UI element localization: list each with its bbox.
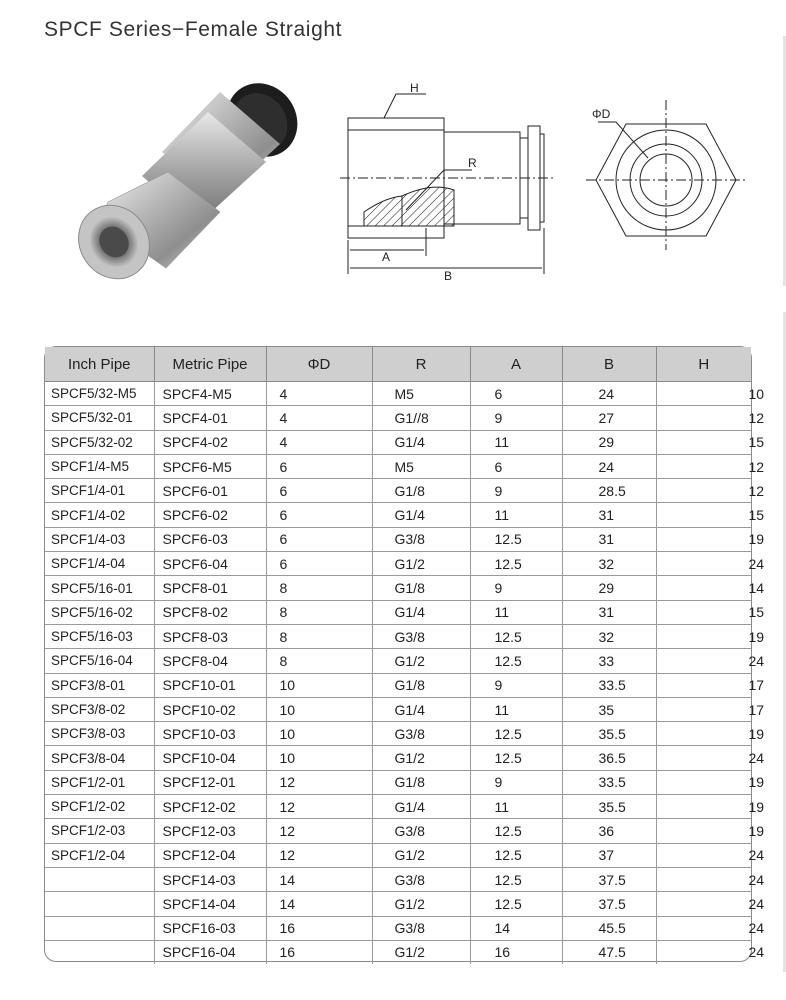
cell-b: 37.5 [562, 892, 656, 916]
section-drawing [336, 78, 576, 288]
cell-r: G1/2 [372, 746, 470, 770]
cell-inch-pipe: SPCF1/4-03 [45, 527, 154, 551]
cell-h: 17 [656, 697, 751, 721]
table-header-row [45, 347, 751, 382]
cell-d: 6 [266, 527, 372, 551]
cell-metric-pipe: SPCF12-03 [154, 819, 266, 843]
cell-a: 11 [470, 430, 562, 454]
cell-r: G1/2 [372, 649, 470, 673]
cell-b: 29 [562, 430, 656, 454]
cell-metric-pipe: SPCF8-02 [154, 600, 266, 624]
cell-metric-pipe: SPCF12-02 [154, 795, 266, 819]
cell-a: 9 [470, 479, 562, 503]
table-row [45, 867, 751, 891]
cell-b: 35.5 [562, 722, 656, 746]
cell-a: 12.5 [470, 649, 562, 673]
cell-b: 36.5 [562, 746, 656, 770]
cell-h: 19 [656, 795, 751, 819]
cell-inch-pipe: SPCF1/2-02 [45, 795, 154, 819]
cell-r: G1/4 [372, 600, 470, 624]
cell-b: 33.5 [562, 770, 656, 794]
cell-h: 19 [656, 624, 751, 648]
cell-inch-pipe: SPCF3/8-01 [45, 673, 154, 697]
cell-b: 35.5 [562, 795, 656, 819]
cell-inch-pipe: SPCF1/2-03 [45, 819, 154, 843]
cell-metric-pipe: SPCF10-03 [154, 722, 266, 746]
cell-inch-pipe: SPCF1/4-01 [45, 479, 154, 503]
cell-r: G1/4 [372, 430, 470, 454]
cell-h: 19 [656, 770, 751, 794]
cell-h: 24 [656, 916, 751, 940]
cell-h: 24 [656, 843, 751, 867]
table-row [45, 430, 751, 454]
cell-r: G1/2 [372, 552, 470, 576]
cell-metric-pipe: SPCF4-01 [154, 406, 266, 430]
cell-b: 33.5 [562, 673, 656, 697]
cell-inch-pipe: SPCF3/8-02 [45, 697, 154, 721]
cell-metric-pipe: SPCF10-02 [154, 697, 266, 721]
table-row [45, 673, 751, 697]
cell-d: 12 [266, 819, 372, 843]
cell-inch-pipe [45, 867, 154, 891]
end-view-drawing [586, 100, 756, 260]
cell-d: 12 [266, 770, 372, 794]
cell-metric-pipe: SPCF12-01 [154, 770, 266, 794]
cell-inch-pipe: SPCF5/32-01 [45, 406, 154, 430]
cell-h: 12 [656, 454, 751, 478]
cell-metric-pipe: SPCF6-02 [154, 503, 266, 527]
cell-b: 31 [562, 503, 656, 527]
cell-d: 6 [266, 552, 372, 576]
table-row [45, 503, 751, 527]
cell-d: 10 [266, 722, 372, 746]
table-row [45, 649, 751, 673]
cell-h: 19 [656, 527, 751, 551]
cell-metric-pipe: SPCF16-03 [154, 916, 266, 940]
cell-d: 4 [266, 430, 372, 454]
cell-b: 33 [562, 649, 656, 673]
cell-inch-pipe: SPCF1/4-M5 [45, 454, 154, 478]
cell-h: 24 [656, 746, 751, 770]
cell-r: G1//8 [372, 406, 470, 430]
cell-b: 27 [562, 406, 656, 430]
table-row [45, 746, 751, 770]
cell-a: 6 [470, 454, 562, 478]
cell-r: G3/8 [372, 916, 470, 940]
cell-b: 28.5 [562, 479, 656, 503]
cell-r: G3/8 [372, 819, 470, 843]
cell-inch-pipe: SPCF3/8-03 [45, 722, 154, 746]
cell-h: 17 [656, 673, 751, 697]
cell-r: M5 [372, 454, 470, 478]
cell-b: 36 [562, 819, 656, 843]
cell-h: 19 [656, 819, 751, 843]
cell-inch-pipe: SPCF1/4-02 [45, 503, 154, 527]
table-row [45, 697, 751, 721]
cell-a: 11 [470, 503, 562, 527]
cell-b: 31 [562, 600, 656, 624]
cell-d: 8 [266, 576, 372, 600]
cell-d: 6 [266, 454, 372, 478]
cell-r: G1/8 [372, 770, 470, 794]
page-title: SPCF Series−Female Straight [44, 18, 343, 41]
cell-d: 14 [266, 867, 372, 891]
table-row [45, 406, 751, 430]
cell-a: 9 [470, 406, 562, 430]
cell-metric-pipe: SPCF6-03 [154, 527, 266, 551]
table-row [45, 916, 751, 940]
cell-b: 31 [562, 527, 656, 551]
cell-d: 10 [266, 697, 372, 721]
cell-a: 11 [470, 795, 562, 819]
cell-r: G1/2 [372, 892, 470, 916]
cell-r: M5 [372, 382, 470, 406]
cell-d: 16 [266, 916, 372, 940]
cell-metric-pipe: SPCF10-01 [154, 673, 266, 697]
cell-d: 4 [266, 382, 372, 406]
cell-h: 19 [656, 722, 751, 746]
cell-r: G1/4 [372, 795, 470, 819]
header-metric-pipe: Metric Pipe [154, 347, 266, 382]
cell-inch-pipe: SPCF5/16-04 [45, 649, 154, 673]
table-row [45, 527, 751, 551]
cell-d: 6 [266, 503, 372, 527]
header-a: A [470, 347, 562, 382]
cell-h: 10 [656, 382, 751, 406]
cell-a: 12.5 [470, 624, 562, 648]
cell-d: 6 [266, 479, 372, 503]
cell-inch-pipe: SPCF1/2-01 [45, 770, 154, 794]
label-a: A [382, 250, 391, 264]
cell-h: 15 [656, 503, 751, 527]
label-r: R [468, 156, 477, 170]
table-row [45, 722, 751, 746]
table-row [45, 624, 751, 648]
cell-d: 8 [266, 600, 372, 624]
cell-h: 24 [656, 649, 751, 673]
cell-h: 24 [748, 944, 765, 961]
cell-metric-pipe: SPCF16-04 [154, 940, 266, 964]
cell-r: G1/2 [372, 843, 470, 867]
cell-a: 12.5 [470, 819, 562, 843]
table-row [45, 892, 751, 916]
cell-b: 47.5 [562, 940, 656, 964]
cell-inch-pipe: SPCF5/32-M5 [45, 382, 154, 406]
cell-b: 32 [562, 552, 656, 576]
cell-r: G3/8 [372, 722, 470, 746]
cell-b: 24 [562, 454, 656, 478]
cell-d: 10 [266, 746, 372, 770]
cell-h: 12 [656, 406, 751, 430]
cell-inch-pipe: SPCF5/16-03 [45, 624, 154, 648]
cell-inch-pipe [45, 892, 154, 916]
cell-d: 4 [266, 406, 372, 430]
cell-d: 12 [266, 843, 372, 867]
cell-r: G1/8 [372, 479, 470, 503]
cell-h: 15 [656, 430, 751, 454]
cell-a: 14 [470, 916, 562, 940]
label-d: ΦD [592, 107, 611, 121]
cell-metric-pipe: SPCF8-04 [154, 649, 266, 673]
header-inch-pipe: Inch Pipe [45, 347, 154, 382]
cell-a: 12.5 [470, 843, 562, 867]
label-b: B [444, 269, 453, 283]
cell-b: 29 [562, 576, 656, 600]
cell-a: 12.5 [470, 746, 562, 770]
cell-a: 9 [470, 576, 562, 600]
cell-r: G3/8 [372, 527, 470, 551]
cell-d: 16 [266, 940, 372, 964]
cell-h: 15 [656, 600, 751, 624]
table-row [45, 600, 751, 624]
cell-a: 12.5 [470, 867, 562, 891]
cell-metric-pipe: SPCF6-M5 [154, 454, 266, 478]
table-row [45, 382, 751, 406]
cell-r: G1/4 [372, 503, 470, 527]
cell-inch-pipe: SPCF1/4-04 [45, 552, 154, 576]
cell-r: G1/4 [372, 697, 470, 721]
cell-metric-pipe: SPCF8-01 [154, 576, 266, 600]
cell-r: G3/8 [372, 867, 470, 891]
cell-a: 12.5 [470, 722, 562, 746]
cell-h: 14 [656, 576, 751, 600]
table-row [45, 795, 751, 819]
cell-metric-pipe: SPCF10-04 [154, 746, 266, 770]
cell-metric-pipe: SPCF4-02 [154, 430, 266, 454]
cell-b: 45.5 [562, 916, 656, 940]
table-row [45, 479, 751, 503]
cell-metric-pipe: SPCF6-01 [154, 479, 266, 503]
cell-h: 24 [656, 892, 751, 916]
cell-b: 35 [562, 697, 656, 721]
cell-inch-pipe: SPCF3/8-04 [45, 746, 154, 770]
cell-a: 12.5 [470, 527, 562, 551]
cell-r: G1/8 [372, 673, 470, 697]
cell-b: 37.5 [562, 867, 656, 891]
table-row [45, 843, 751, 867]
cell-inch-pipe: SPCF5/32-02 [45, 430, 154, 454]
cell-h: 24 [656, 552, 751, 576]
cell-d: 14 [266, 892, 372, 916]
cell-a: 11 [470, 600, 562, 624]
table-row [45, 940, 751, 964]
header-r: R [372, 347, 470, 382]
header-b: B [562, 347, 656, 382]
cell-a: 12.5 [470, 552, 562, 576]
cell-r: G3/8 [372, 624, 470, 648]
cell-r: G1/8 [372, 576, 470, 600]
label-h: H [410, 81, 419, 95]
spec-table [44, 346, 765, 962]
cell-inch-pipe: SPCF5/16-02 [45, 600, 154, 624]
cell-a: 9 [470, 673, 562, 697]
cell-a: 9 [470, 770, 562, 794]
cell-inch-pipe: SPCF1/2-04 [45, 843, 154, 867]
cell-a: 16 [470, 940, 562, 964]
table-row [45, 770, 751, 794]
cell-b: 24 [562, 382, 656, 406]
cell-d: 8 [266, 649, 372, 673]
cell-inch-pipe: SPCF5/16-01 [45, 576, 154, 600]
table-row [45, 552, 751, 576]
cell-d: 12 [266, 795, 372, 819]
cell-d: 10 [266, 673, 372, 697]
header-h: H [656, 347, 751, 382]
cell-metric-pipe: SPCF4-M5 [154, 382, 266, 406]
cell-metric-pipe: SPCF14-03 [154, 867, 266, 891]
cell-h: 24 [656, 867, 751, 891]
cell-a: 12.5 [470, 892, 562, 916]
cell-d: 8 [266, 624, 372, 648]
header-d: ΦD [266, 347, 372, 382]
cell-b: 37 [562, 843, 656, 867]
cell-metric-pipe: SPCF6-04 [154, 552, 266, 576]
cell-metric-pipe: SPCF8-03 [154, 624, 266, 648]
cell-metric-pipe: SPCF14-04 [154, 892, 266, 916]
cell-inch-pipe [45, 916, 154, 940]
table-row [45, 576, 751, 600]
cell-r: G1/2 [372, 940, 470, 964]
table-row [45, 454, 751, 478]
cell-metric-pipe: SPCF12-04 [154, 843, 266, 867]
table-row [45, 819, 751, 843]
fitting-photo [70, 72, 310, 292]
cell-a: 6 [470, 382, 562, 406]
cell-a: 11 [470, 697, 562, 721]
cell-h: 12 [656, 479, 751, 503]
cell-inch-pipe [45, 940, 154, 964]
cell-b: 32 [562, 624, 656, 648]
